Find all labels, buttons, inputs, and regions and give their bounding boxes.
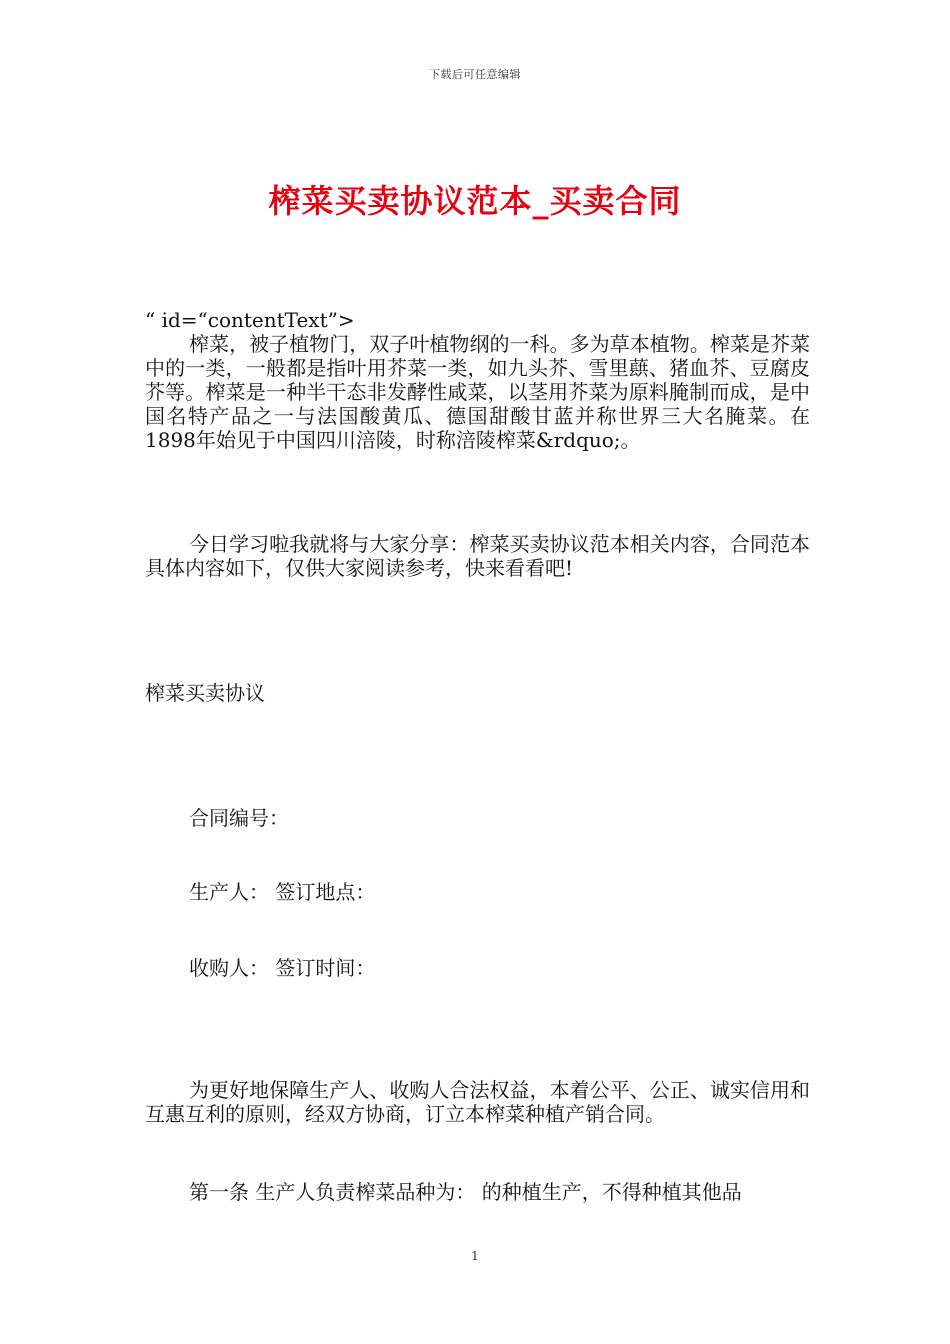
article-one-line: 第一条 生产人负责榨菜品种为： 的种植生产，不得种植其他品 (189, 1180, 742, 1204)
document-title: 榨菜买卖协议范本_买卖合同 (268, 182, 682, 220)
producer-line: 生产人： 签订地点： (189, 880, 376, 904)
share-paragraph: 今日学习啦我就将与大家分享：榨菜买卖协议范本相关内容，合同范本具体内容如下，仅供大家阅读参考，快来看看吧! (145, 532, 810, 580)
purpose-paragraph: 为更好地保障生产人、收购人合法权益，本着公平、公正、诚实信用和互惠互利的原则，经双方协商，订立本榨菜种植产销合同。 (145, 1078, 810, 1126)
header-note: 下载后可任意编辑 (429, 68, 521, 81)
section-heading: 榨菜买卖协议 (145, 681, 265, 705)
contract-number-line: 合同编号： (189, 806, 289, 830)
page-number: 1 (471, 1249, 479, 1263)
content-attr-fragment: “ id=“contentText”> (145, 308, 355, 332)
intro-paragraph: 榨菜，被子植物门，双子叶植物纲的一科。多为草本植物。榨菜是芥菜中的一类，一般都是指叶用芥菜一类，如九头芥、雪里蕻、猪血芥、豆腐皮芥等。榨菜是一种半干态非发酵性咸菜，以茎用芥菜为原料腌制而成，是中国名特产品之一与法国酸黄瓜、德国甜酸甘蓝并称世界三大名腌菜。在1898年始见于中国四川涪陵，时称涪陵榨菜&rdquo;。 (145, 332, 810, 452)
buyer-line: 收购人： 签订时间： (189, 956, 376, 980)
